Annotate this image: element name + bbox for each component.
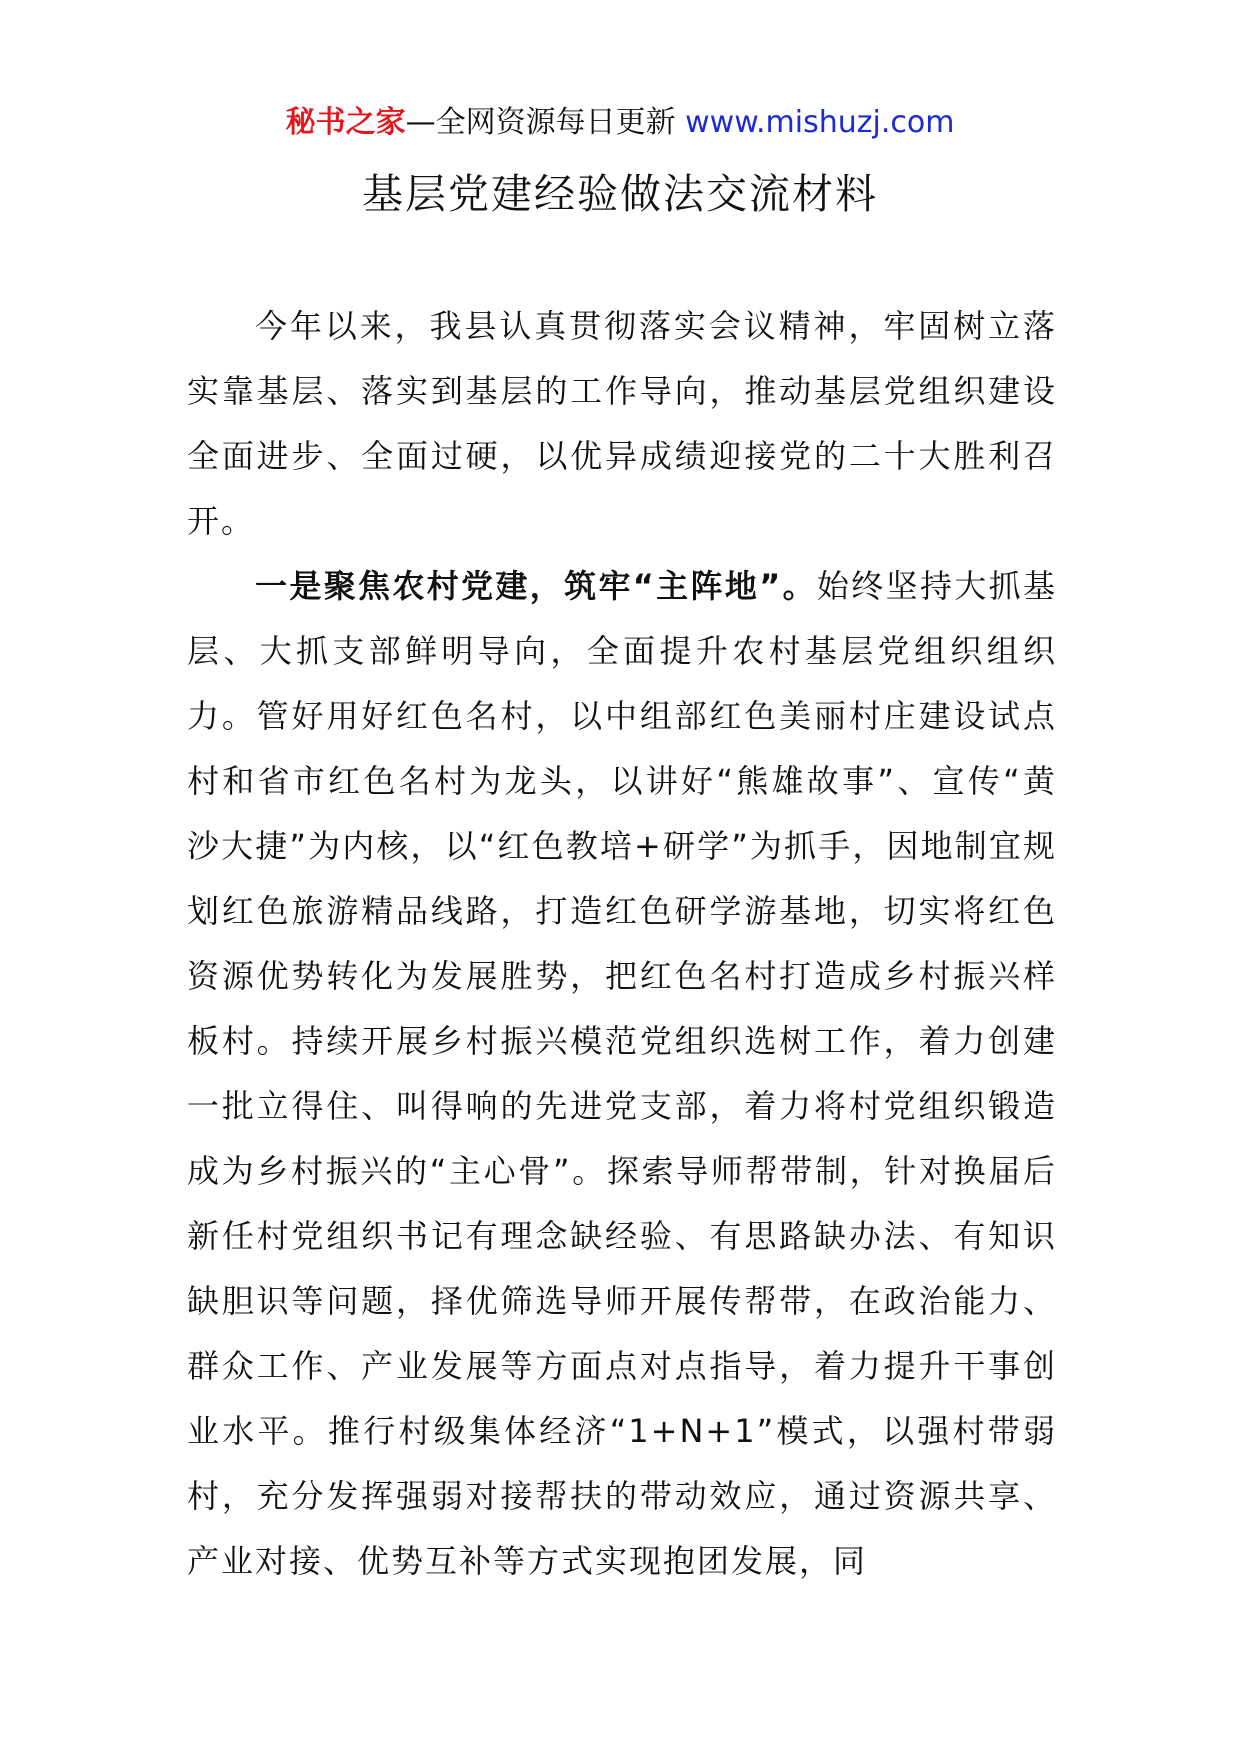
brand-name: 秘书之家 bbox=[285, 105, 406, 140]
document-title: 基层党建经验做法交流材料 bbox=[362, 170, 878, 218]
paragraph-text: 今年以来，我县认真贯彻落实会议精神，牢固树立落实靠基层、落实到基层的工作导向，推动基层党组织建设全面进步、全面过硬，以优异成绩迎接党的二十大胜利召开。 bbox=[187, 307, 1057, 540]
document-body bbox=[187, 294, 1057, 1594]
site-url-link[interactable]: www.mishuzj.com bbox=[685, 105, 955, 140]
paragraph-lead: 一是聚焦农村党建，筑牢“主阵地”。 bbox=[255, 567, 817, 605]
paragraph-text: 始终坚持大抓基层、大抓支部鲜明导向，全面提升农村基层党组织组织力。管好用好红色名村，以中组部红色美丽村庄建设试点村和省市红色名村为龙头，以讲好“熊雄故事”、宣传“黄沙大捷”为内核，以“红色教培+研学”为抓手，因地制宜规划红色旅游精品线路，打造红色研学游基地，切实将红色资源优势转化为发展胜势，把红色名村打造成乡村振兴样板村。持续开展乡村振兴模范党组织选树工作，着力创建一批立得住、叫得响的先进党支部，着力将村党组织锻造成为乡村振兴的“主心骨”。探索导师帮带制，针对换届后新任村党组织书记有理念缺经验、有思路缺办法、有知识缺胆识等问题，择优筛选导师开展传帮带，在政治能力、群众工作、产业发展等方面点对点指导，着力提升干事创业水平。推行村级集体经济“1+N+1”模式，以强村带弱村，充分发挥强弱对接帮扶的带动效应，通过资源共享、产业对接、优势互补等方式实现抱团发展，同 bbox=[187, 567, 1057, 1580]
paragraph bbox=[187, 554, 1057, 1594]
paragraph bbox=[187, 294, 1057, 554]
site-banner bbox=[0, 103, 1240, 143]
banner-slogan: —全网资源每日更新 bbox=[405, 105, 676, 140]
